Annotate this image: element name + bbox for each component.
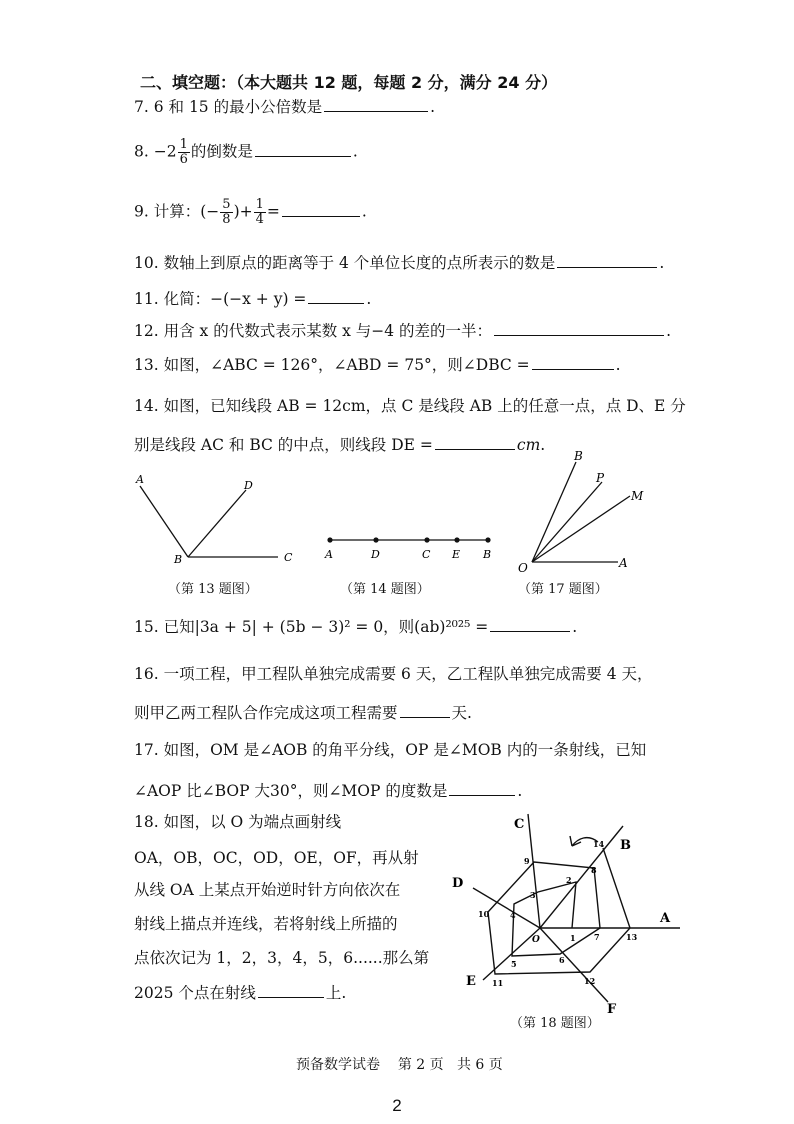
ray-bd (188, 490, 246, 557)
label-m: M (631, 489, 644, 503)
point-label-8: 8 (591, 865, 597, 875)
point-label-1: 1 (570, 933, 576, 943)
page-number: 2 (392, 1096, 402, 1115)
figure-18-caption: （第 18 题图） (510, 1016, 600, 1031)
figure-14 (320, 528, 510, 568)
question-18-line-2: OA，OB，OC，OD，OE，OF，再从射 (134, 849, 419, 867)
label-ray-e: E (466, 974, 476, 989)
label-ray-c: C (514, 817, 525, 832)
label-b: B (174, 553, 183, 566)
ray-oc (528, 814, 540, 928)
label-o: O (532, 935, 540, 945)
label-e: E (452, 548, 461, 561)
point-label-5: 5 (511, 959, 517, 969)
ray-ob (540, 826, 623, 928)
point-label-12: 12 (584, 976, 596, 986)
label-a: A (325, 548, 333, 561)
label-c: C (284, 551, 293, 564)
question-18-line-5: 点依次记为 1，2，3，4，5，6......那么第 (134, 949, 430, 967)
point-label-4: 4 (510, 910, 516, 920)
question-17-line-2: ∠AOP 比∠BOP 大30°，则∠MOP 的度数是 . (134, 782, 523, 800)
label-ray-f: F (607, 1002, 617, 1017)
arrow-head (570, 836, 581, 846)
answer-blank-9[interactable] (282, 201, 360, 217)
point-label-10: 10 (478, 909, 490, 919)
answer-blank-11[interactable] (308, 288, 364, 304)
answer-blank-14[interactable] (435, 434, 515, 450)
section-header: 二、填空题：（本大题共 12 题，每题 2 分，满分 24 分） (140, 73, 558, 92)
point-label-2: 2 (566, 875, 572, 885)
point-b (485, 537, 490, 542)
label-d: D (244, 479, 253, 492)
answer-blank-13[interactable] (532, 354, 614, 370)
label-c: C (422, 548, 431, 561)
ray-ba (140, 486, 188, 557)
label-o: O (518, 561, 528, 575)
question-8: 8. −2 $\frac{1}{6}$ 的倒数是 . (134, 137, 358, 167)
question-13: 13. 如图，∠ABC = 126°，∠ABD = 75°，则∠DBC = . (134, 356, 621, 374)
point-d (373, 537, 378, 542)
answer-blank-17[interactable] (449, 780, 515, 796)
point-e (454, 537, 459, 542)
fraction: $\frac{5}{8}$ (222, 197, 231, 227)
question-18-line-1: 18. 如图，以 O 为端点画射线 (134, 813, 342, 831)
label-ray-b: B (620, 838, 631, 853)
question-12: 12. 用含 x 的代数式表示某数 x 与−4 的差的一半： . (134, 322, 671, 340)
answer-blank-12[interactable] (494, 320, 664, 336)
point-label-14: 14 (593, 839, 605, 849)
question-7: 7. 6 和 15 的最小公倍数是 . (134, 98, 436, 116)
point-label-3: 3 (530, 890, 536, 900)
point-label-13: 13 (626, 932, 638, 942)
question-15: 15. 已知|3a + 5| + (5b − 3)² = 0，则(ab)²⁰²⁵ = . (134, 618, 578, 636)
answer-blank-18[interactable] (258, 982, 324, 998)
question-16-line-2: 则甲乙两工程队合作完成这项工程需要 天. (134, 704, 472, 722)
figure-14-caption: （第 14 题图） (340, 582, 430, 597)
question-9: 9. 计算：(− $\frac{5}{8}$ )+ $\frac{1}{4}$ = . (134, 197, 367, 227)
point-label-7: 7 (594, 932, 600, 942)
answer-blank-15[interactable] (490, 616, 570, 632)
fraction: $\frac{1}{6}$ (179, 137, 188, 167)
footer: 预备数学试卷 第 2 页 共 6 页 (296, 1057, 503, 1073)
label-b: B (483, 548, 492, 561)
question-18-line-4: 射线上描点并连线，若将射线上所描的 (134, 915, 398, 933)
figure-17-caption: （第 17 题图） (518, 582, 608, 597)
question-16-line-1: 16. 一项工程，甲工程队单独完成需要 6 天，乙工程队单独完成需要 4 天， (134, 665, 653, 683)
question-18-line-6: 2025 个点在射线 上. (134, 984, 347, 1002)
label-d: D (371, 548, 380, 561)
answer-blank-7[interactable] (324, 96, 428, 112)
label-b: B (574, 449, 583, 463)
fraction: $\frac{1}{4}$ (255, 197, 264, 227)
label-ray-a: A (660, 911, 671, 926)
figure-13 (130, 472, 300, 572)
point-label-11: 11 (492, 978, 504, 988)
point-c (424, 537, 429, 542)
point-label-9: 9 (524, 856, 530, 866)
answer-blank-16[interactable] (400, 702, 450, 718)
figure-13-caption: （第 13 题图） (168, 582, 258, 597)
figure-17 (510, 449, 650, 577)
point-a (327, 537, 332, 542)
question-14-line-1: 14. 如图，已知线段 AB = 12cm，点 C 是线段 AB 上的任意一点，点 D、E 分 (134, 397, 686, 415)
label-ray-d: D (452, 876, 464, 891)
label-a: A (136, 473, 144, 486)
question-14-line-2: 别是线段 AC 和 BC 的中点，则线段 DE = cm. (134, 436, 546, 454)
label-a: A (619, 556, 628, 570)
label-p: P (596, 471, 605, 485)
figure-18 (448, 810, 688, 1015)
question-17-line-1: 17. 如图，OM 是∠AOB 的角平分线，OP 是∠MOB 内的一条射线，已知 (134, 741, 647, 759)
answer-blank-10[interactable] (557, 252, 657, 268)
answer-blank-8[interactable] (255, 141, 351, 157)
question-11: 11. 化简：−(−x + y) = . (134, 290, 372, 308)
point-label-6: 6 (559, 955, 565, 965)
question-10: 10. 数轴上到原点的距离等于 4 个单位长度的点所表示的数是 . (134, 254, 665, 272)
question-18-line-3: 从线 OA 上某点开始逆时针方向依次在 (134, 881, 401, 899)
